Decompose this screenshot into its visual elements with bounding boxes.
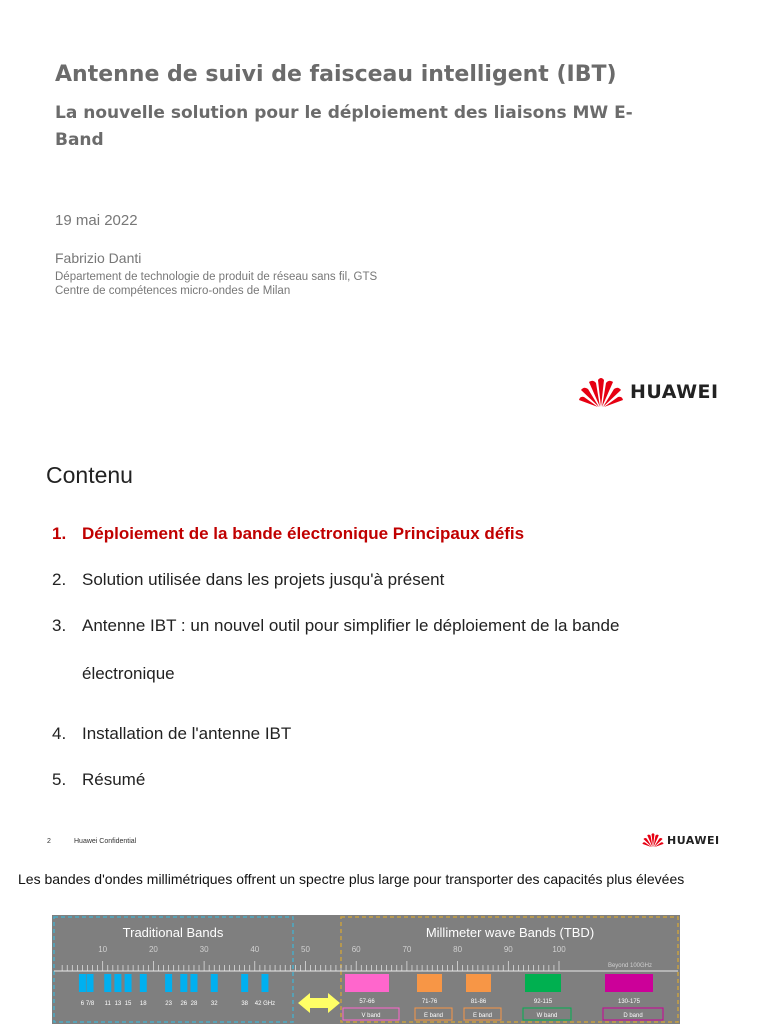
traditional-band-label: 7/8: [85, 1001, 95, 1007]
mmwave-band-name: V band: [361, 1013, 381, 1019]
axis-tick-label: 70: [402, 945, 412, 954]
huawei-wordmark: HUAWEI: [667, 833, 720, 847]
traditional-band-label: 26: [180, 1001, 188, 1007]
mmwave-band-name: W band: [536, 1013, 558, 1019]
traditional-bands-label: Traditional Bands: [122, 925, 224, 940]
spectrum-svg: [52, 915, 680, 1024]
axis-tick-label: 10: [98, 945, 108, 954]
axis-tick-label: 80: [453, 945, 463, 954]
toc-item[interactable]: 4. Installation de l'antenne IBT: [52, 724, 292, 743]
mmwave-band-range: 92-115: [533, 999, 553, 1005]
traditional-band-label: 15: [124, 1001, 132, 1007]
department-line-2: Centre de compétences micro-ondes de Milan: [55, 285, 291, 297]
traditional-band-bar: [261, 974, 268, 992]
axis-tick-label: 20: [148, 945, 158, 954]
mmwave-bands-label: Millimeter wave Bands (TBD): [425, 925, 595, 940]
spectrum-chart: [52, 915, 680, 1024]
mmwave-band-name: E band: [472, 1013, 493, 1019]
traditional-band-bar: [79, 974, 86, 992]
huawei-logo: [578, 376, 719, 408]
axis-tick-label: 30: [199, 945, 209, 954]
toc-item[interactable]: 5. Résumé: [52, 770, 146, 789]
presentation-date: 19 mai 2022: [55, 212, 138, 229]
axis-tick-label: 90: [503, 945, 513, 954]
axis-tick-label: 40: [250, 945, 260, 954]
traditional-band-label: 42 GHz: [254, 1001, 276, 1007]
traditional-band-bar: [165, 974, 172, 992]
spectrum-slide-title: Les bandes d'ondes millimétriques offrent un spectre plus large pour transporter des capacités plus élevées: [18, 871, 685, 887]
traditional-band-bar: [211, 974, 218, 992]
traditional-band-label: 38: [241, 1001, 249, 1007]
traditional-band-bar: [140, 974, 147, 992]
traditional-band-bar: [87, 974, 94, 992]
mmwave-band-range: 71-76: [421, 999, 438, 1005]
author-name: Fabrizio Danti: [55, 250, 142, 266]
toc-item[interactable]: 3. Antenne IBT : un nouvel outil pour simplifier le déploiement de la bande électronique: [52, 616, 620, 683]
huawei-flower-icon: [642, 832, 664, 848]
traditional-band-label: 18: [139, 1001, 147, 1007]
traditional-band-bar: [125, 974, 132, 992]
slide-title: Antenne de suivi de faisceau intelligent (IBT): [55, 62, 617, 87]
axis-tick-label: 100: [552, 945, 566, 954]
mmwave-band-name: D band: [623, 1013, 643, 1019]
huawei-wordmark: HUAWEI: [630, 381, 719, 403]
mmwave-band-bar: [525, 974, 561, 992]
mmwave-band-bar: [466, 974, 491, 992]
mmwave-band-name: E band: [423, 1013, 444, 1019]
mmwave-band-bar: [345, 974, 389, 992]
traditional-band-label: 6: [80, 1001, 85, 1007]
toc-item[interactable]: 1. Déploiement de la bande électronique Principaux défis: [52, 524, 525, 543]
traditional-band-label: 32: [210, 1001, 218, 1007]
mmwave-band-range: 57-66: [359, 999, 375, 1005]
beyond-label: Beyond 100GHz: [607, 963, 652, 969]
traditional-band-label: 13: [114, 1001, 122, 1007]
traditional-band-label: 11: [104, 1001, 111, 1007]
table-of-contents: [52, 524, 672, 816]
double-arrow-icon: [298, 993, 340, 1013]
department-info: [55, 270, 377, 298]
traditional-band-label: 23: [165, 1001, 172, 1007]
axis-tick-label: 50: [301, 945, 310, 954]
huawei-flower-icon: [578, 376, 624, 408]
traditional-band-bar: [241, 974, 248, 992]
page-number: 2: [47, 838, 51, 845]
traditional-band-bar: [114, 974, 121, 992]
mmwave-band-bar: [605, 974, 653, 992]
mmwave-band-bar: [417, 974, 442, 992]
slide-subtitle: La nouvelle solution pour le déploiement des liaisons MW E-Band: [55, 103, 633, 150]
contents-heading: Contenu: [46, 462, 133, 488]
traditional-band-bar: [104, 974, 111, 992]
toc-item[interactable]: 2. Solution utilisée dans les projets jusqu'à présent: [52, 570, 445, 589]
huawei-logo-small: [642, 832, 720, 848]
mmwave-band-range: 130-175: [617, 999, 641, 1005]
confidential-label: Huawei Confidential: [74, 838, 137, 845]
traditional-band-bar: [180, 974, 187, 992]
axis-tick-label: 60: [351, 945, 361, 954]
traditional-band-label: 28: [190, 1001, 198, 1007]
traditional-band-bar: [190, 974, 197, 992]
department-line-1: Département de technologie de produit de réseau sans fil, GTS: [55, 271, 378, 283]
mmwave-band-range: 81-86: [470, 999, 487, 1005]
